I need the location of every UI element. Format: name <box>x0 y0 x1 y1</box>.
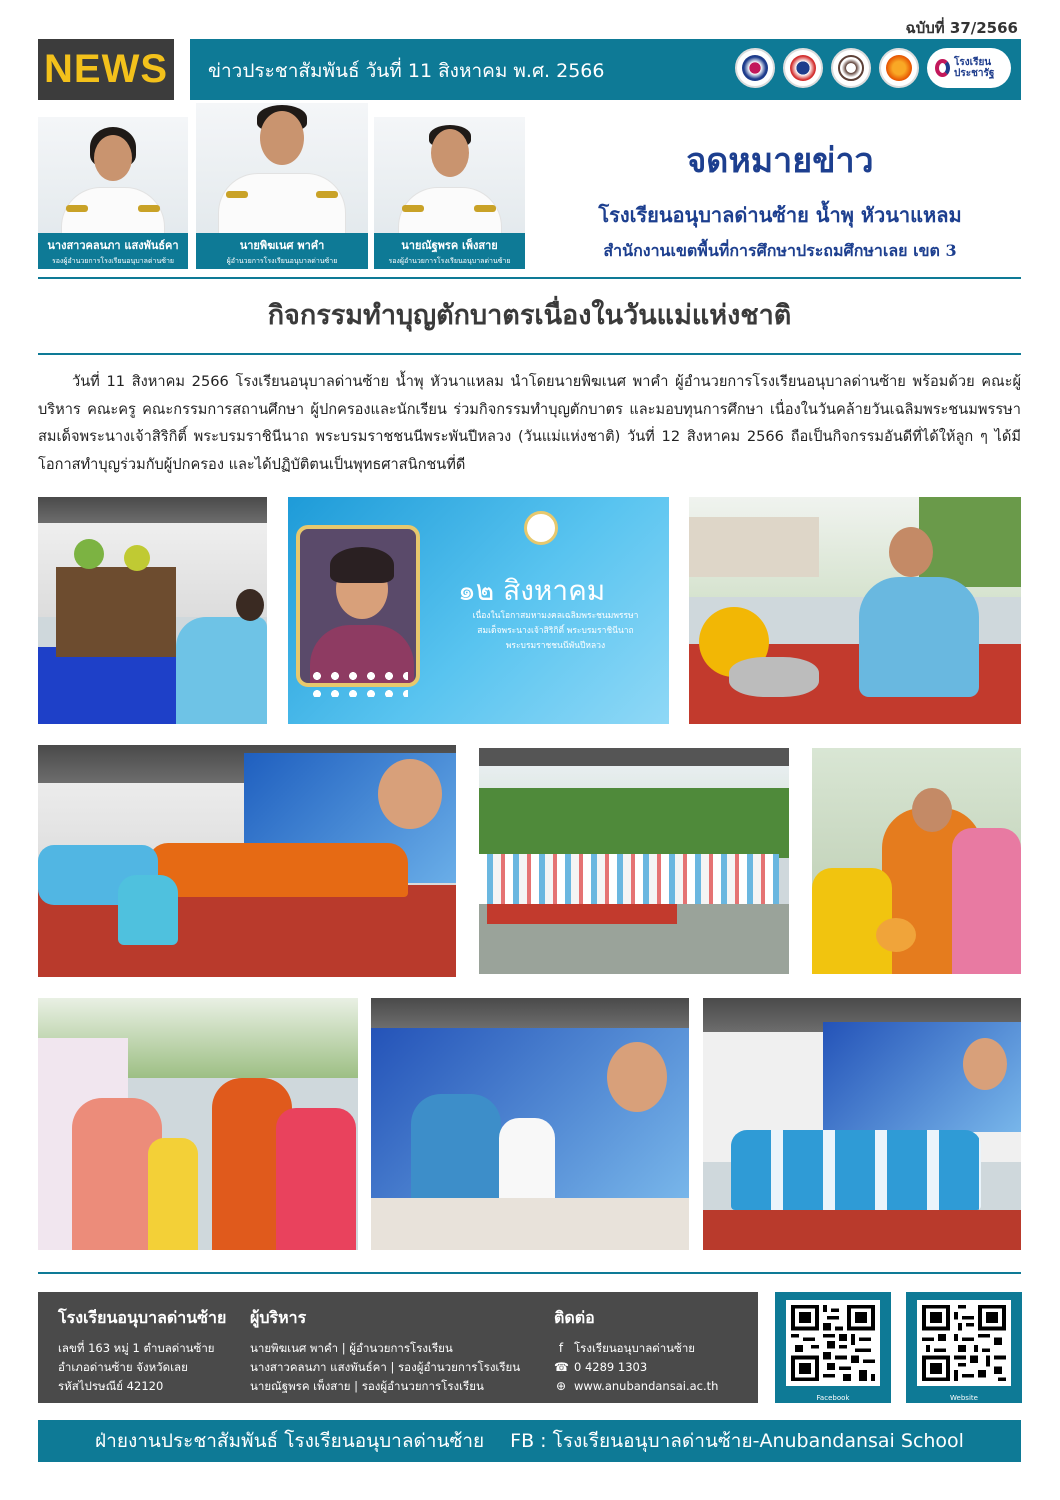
photo-monks-seated <box>38 745 456 977</box>
person-role: รองผู้อำนวยการโรงเรียนอนุบาลด่านซ้าย <box>51 257 175 265</box>
postcode: รหัสไปรษณีย์ 42120 <box>58 1379 164 1393</box>
globe-icon: ⊕ <box>555 1379 567 1393</box>
facebook-link[interactable] <box>554 1339 718 1358</box>
photo-students-crowd <box>479 748 789 974</box>
admin-line: นายณัฐพรค เพ็งสาย | รองผู้อำนวยการโรงเรียน <box>250 1379 484 1393</box>
person-card-deputy-2 <box>374 117 525 269</box>
banner-title: ๑๒ สิงหาคม <box>458 574 606 607</box>
issue-number: ฉบับที่ 37/2566 <box>905 19 1018 37</box>
person-name: นางสาวคลนภา แสงพันธ์คา <box>47 239 179 252</box>
photo-director-praying <box>689 497 1021 724</box>
footer-contact <box>554 1306 718 1396</box>
divider <box>38 277 1021 279</box>
person-name: นายพิฆเนศ พาคำ <box>239 239 325 252</box>
address-line: อำเภอด่านซ้าย จังหวัดเลย <box>58 1360 188 1374</box>
school-emblem-icon <box>879 48 919 88</box>
news-label: NEWS <box>38 39 174 100</box>
footer-heading: ผู้บริหาร <box>250 1308 307 1327</box>
photo-altar-offering <box>38 497 267 724</box>
pracharat-ring-icon <box>935 59 950 77</box>
website-link[interactable] <box>554 1377 718 1396</box>
qr-code-icon <box>786 1300 880 1386</box>
article-headline: กิจกรรมทำบุญตักบาตรเนื่องในวันแม่แห่งชาติ <box>267 300 792 331</box>
header-date-text: ข่าวประชาสัมพันธ์ วันที่ 11 สิงหาคม พ.ศ. 2566 <box>208 60 605 82</box>
footer-info <box>38 1292 758 1403</box>
portrait-2 <box>260 111 304 165</box>
photo-group-teachers <box>703 998 1021 1250</box>
portrait-3 <box>431 129 469 177</box>
website-text: www.anubandansai.ac.th <box>574 1379 719 1393</box>
facebook-page-text[interactable]: FB : โรงเรียนอนุบาลด่านซ้าย-Anubandansai School <box>510 1430 964 1452</box>
quality-school-logo-icon <box>783 48 823 88</box>
phone-text: 0 4289 1303 <box>574 1360 648 1374</box>
newsletter-title: จดหมายข่าว <box>686 141 874 181</box>
logo-row <box>735 48 1011 88</box>
banner-line: เนื่องในโอกาสมหามงคลเฉลิมพระชนมพรรษา <box>472 611 639 621</box>
photo-mothers-day-banner <box>288 497 669 724</box>
header-bar <box>190 39 1021 100</box>
pracharat-logo-text: โรงเรียน ประชารัฐ <box>954 57 995 79</box>
portrait-1 <box>94 135 132 181</box>
district-office-logo-icon <box>831 48 871 88</box>
facebook-icon: f <box>558 1341 564 1355</box>
photo-monk-receiving <box>38 998 358 1250</box>
person-card-deputy-1 <box>38 117 188 269</box>
divider <box>38 353 1021 355</box>
banner-text <box>448 609 663 654</box>
person-role: รองผู้อำนวยการโรงเรียนอนุบาลด่านซ้าย <box>388 257 511 265</box>
school-name: โรงเรียนอนุบาลด่านซ้าย น้ำพุ หัวนาแหลม <box>598 203 962 227</box>
footer-heading: โรงเรียนอนุบาลด่านซ้าย <box>58 1308 227 1327</box>
office-name: สำนักงานเขตพื้นที่การศึกษาประถมศึกษาเลย เขต 3 <box>603 241 957 260</box>
person-name: นายณัฐพรค เพ็งสาย <box>401 239 498 252</box>
footer-bar <box>38 1420 1021 1462</box>
queen-portrait-frame <box>296 525 420 687</box>
photo-monk-alms-students <box>812 748 1021 974</box>
website-qr[interactable] <box>906 1292 1022 1403</box>
admin-line: นางสาวคลนภา แสงพันธ์คา | รองผู้อำนวยการโรงเรียน <box>250 1360 521 1374</box>
footer-heading: ติดต่อ <box>554 1308 595 1327</box>
banner-line: สมเด็จพระนางเจ้าสิริกิติ์ พระบรมราชินีนาถ <box>477 626 634 636</box>
masthead <box>530 133 1030 264</box>
qr-code-icon <box>917 1300 1011 1386</box>
footer-admins <box>250 1306 520 1396</box>
divider <box>38 1272 1021 1274</box>
article-body: วันที่ 11 สิงหาคม 2566 โรงเรียนอนุบาลด่านซ้าย น้ำพุ หัวนาแหลม นำโดยนายพิฆเนศ พาคำ ผู้อำนวยการโรงเรียนอนุบาลด่านซ้าย พร้อมด้วย คณะผู้บริหาร คณะครู คณะกรรมการสถานศึกษา ผู้ปกครองและนักเรียน ร่วมกิจกรรมทำบุญตักบาตร และมอบทุนการศึกษา เนื่องในวันคล้ายวันเฉลิมพระชนมพรรษา สมเด็จพระนางเจ้าสิริกิติ์ พระบรมราชินีนาถ พระบรมราชชนนีพระพันปีหลวง (วันแม่แห่งชาติ) วันที่ 12 สิงหาคม 2566 ถือเป็นกิจกรรมอันดีที่ได้ให้ลูก ๆ ได้มีโอกาสทำบุญร่วมกับผู้ปกครอง และได้ปฏิบัติตนเป็นพุทธศาสนิกชนที่ดี <box>38 373 1021 473</box>
banner-line: พระบรมราชชนนีพันปีหลวง <box>505 641 606 651</box>
person-role: ผู้อำนวยการโรงเรียนอนุบาลด่านซ้าย <box>226 257 338 265</box>
person-card-director <box>196 103 368 269</box>
pr-department-text: ฝ่ายงานประชาสัมพันธ์ โรงเรียนอนุบาลด่านซ้าย <box>95 1430 485 1452</box>
qr-label: Website <box>950 1394 978 1402</box>
phone-link[interactable] <box>554 1358 718 1377</box>
phone-icon: ☎ <box>554 1360 569 1374</box>
footer-school <box>58 1306 226 1396</box>
facebook-text: โรงเรียนอนุบาลด่านซ้าย <box>574 1341 696 1355</box>
pracharat-school-logo <box>927 48 1011 88</box>
obec-logo-icon <box>735 48 775 88</box>
qr-label: Facebook <box>816 1394 850 1402</box>
facebook-qr[interactable] <box>775 1292 891 1403</box>
photo-scholarship-handover <box>371 998 689 1250</box>
admin-line: นายพิฆเนศ พาคำ | ผู้อำนวยการโรงเรียน <box>250 1341 453 1355</box>
address-line: เลขที่ 163 หมู่ 1 ตำบลด่านซ้าย <box>58 1341 215 1355</box>
